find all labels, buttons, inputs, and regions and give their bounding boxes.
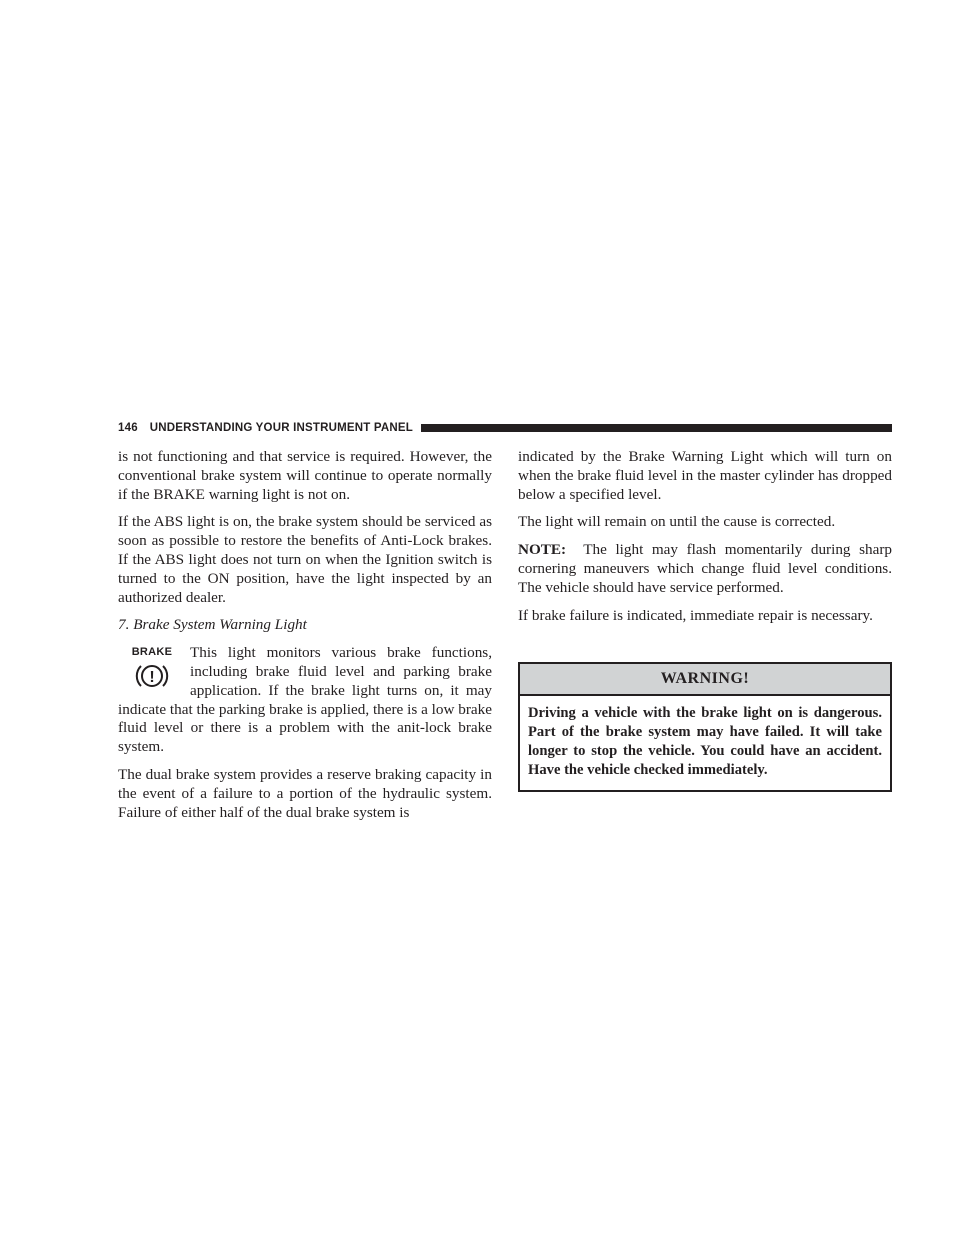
warning-title: WARNING! bbox=[520, 664, 890, 696]
page-number: 146 bbox=[118, 422, 138, 434]
warning-box bbox=[518, 662, 892, 792]
exclamation-mark: ! bbox=[149, 669, 155, 687]
page-header bbox=[118, 420, 892, 436]
brake-symbol-icon bbox=[135, 661, 169, 691]
brake-warning-icon bbox=[124, 646, 180, 698]
warning-body: Driving a vehicle with the brake light on is dangerous. Part of the brake system may have failed. It will take longer to stop the vehicle. You could have an accident. Have the vehicle checked immediately. bbox=[528, 705, 882, 778]
paragraph: If the ABS light is on, the brake system should be serviced as soon as possible to restore the benefits of Anti-Lock brakes. If the ABS light does not turn on when the Ignition switch is turned to the ON position, have the light inspected by an authorized dealer. bbox=[118, 513, 492, 606]
paragraph: The dual brake system provides a reserve braking capacity in the event of a failure to a portion of the hydraulic system. Failure of either half of the dual brake system is bbox=[118, 765, 492, 821]
brake-icon-label: BRAKE bbox=[131, 646, 173, 659]
paragraph: The light will remain on until the cause is corrected. bbox=[518, 513, 836, 531]
left-column bbox=[118, 448, 492, 831]
paragraph: This light monitors various brake functions, including brake fluid level and parking brake application. If the brake light turns on, it may indicate that the parking brake is applied, there is a low brake fluid level or there is a problem with the anit-lock brake system. bbox=[118, 644, 492, 756]
note-text: The light may flash momentarily during sharp cornering maneuvers which change fluid level conditions. The vehicle should have service performed. bbox=[518, 541, 892, 596]
subheading-brake-system-warning-light: 7. Brake System Warning Light bbox=[118, 616, 307, 634]
note-label: NOTE: bbox=[518, 541, 567, 559]
paragraph: is not functioning and that service is required. However, the conventional brake system will continue to operate normally if the BRAKE warning light is not on. bbox=[118, 448, 492, 503]
note-paragraph bbox=[518, 541, 892, 597]
paragraph: If brake failure is indicated, immediate repair is necessary. bbox=[518, 606, 873, 624]
header-rule bbox=[421, 424, 892, 432]
right-column bbox=[518, 448, 892, 634]
section-title: UNDERSTANDING YOUR INSTRUMENT PANEL bbox=[149, 422, 413, 434]
paragraph: indicated by the Brake Warning Light which will turn on when the brake fluid level in the master cylinder has dropped below a specified level. bbox=[518, 448, 892, 503]
brake-light-section bbox=[118, 644, 492, 766]
